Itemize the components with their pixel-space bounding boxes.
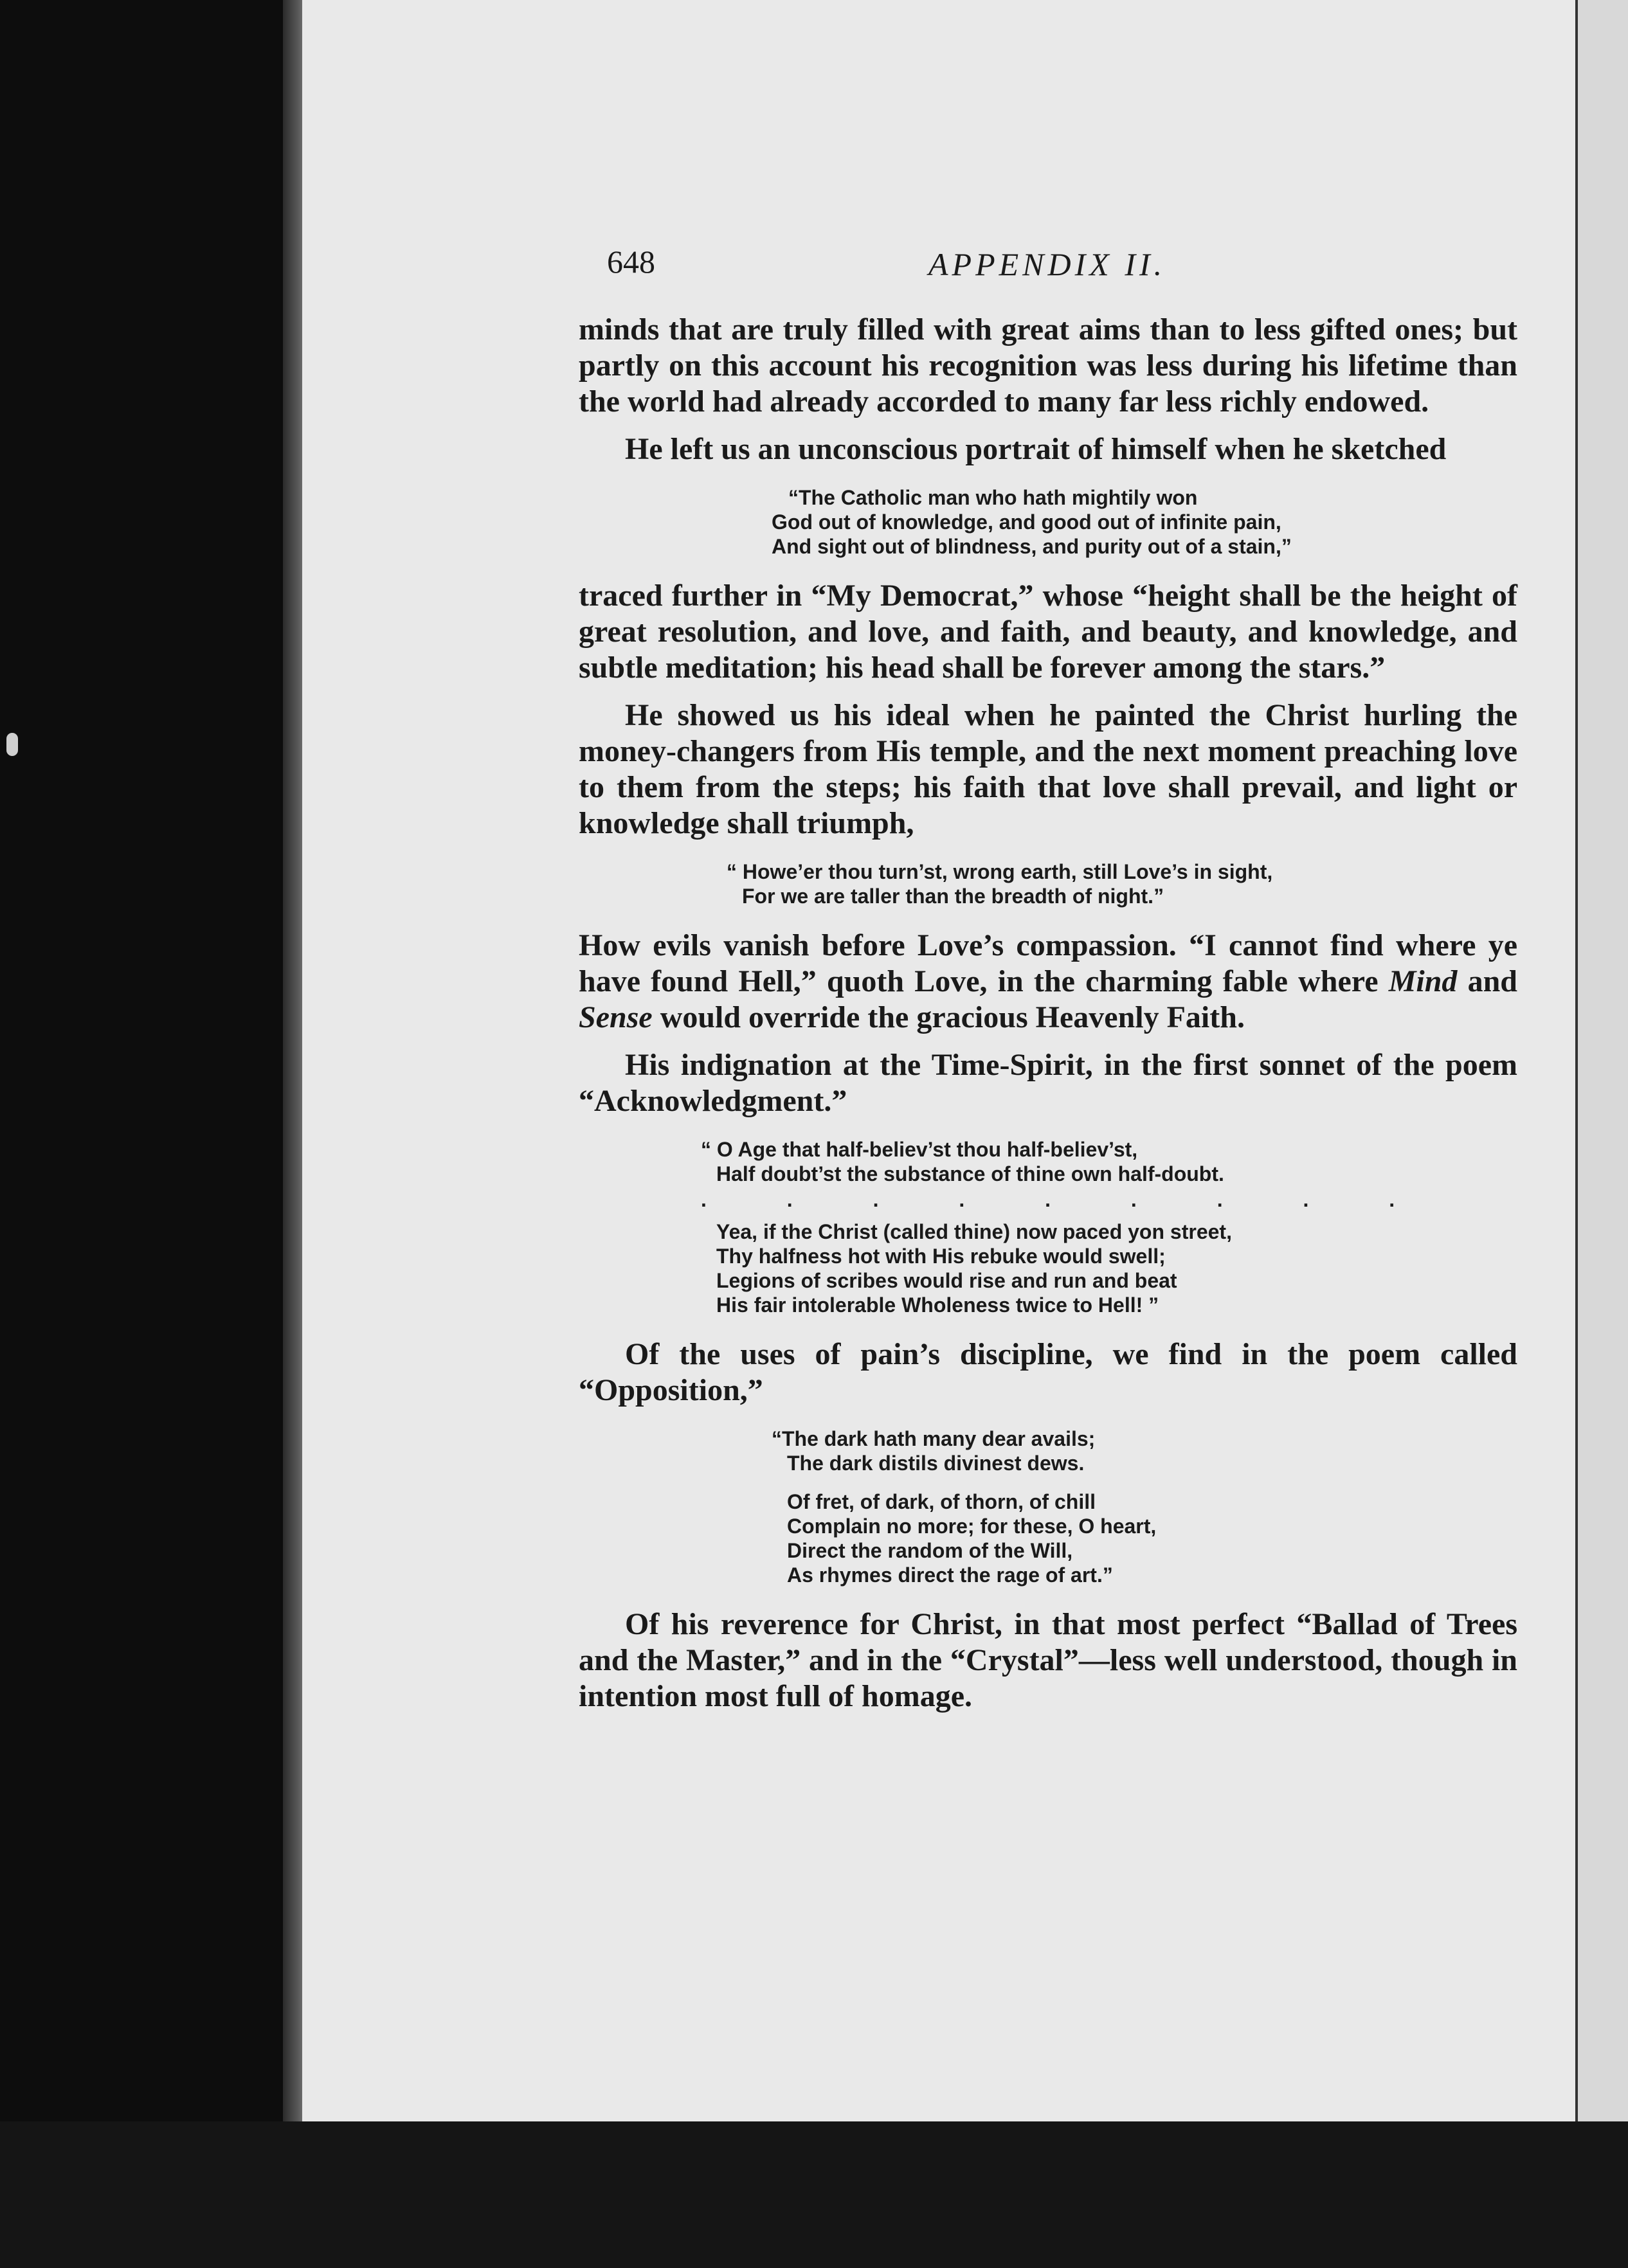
- verse-line: As rhymes direct the rage of art.”: [787, 1563, 1113, 1587]
- verse-line: Direct the random of the Will,: [787, 1539, 1073, 1562]
- verse-quotation: [772, 485, 1517, 559]
- emphasis-sense: Sense: [579, 1000, 653, 1034]
- page-number: 648: [607, 244, 655, 280]
- paragraph-text: and: [1457, 964, 1517, 998]
- paragraph: He left us an unconscious portrait of himself when he sketched: [625, 432, 1447, 466]
- scan-bottom-background: [0, 2121, 1628, 2268]
- verse-line: His fair intolerable Wholeness twice to Hell! ”: [716, 1293, 1159, 1317]
- paragraph: He showed us his ideal when he painted the Christ hurling the money-changers from His temple, and the next moment preaching love to them from the steps; his faith that love shall prevail, and light or knowledge shall triumph,: [579, 698, 1517, 840]
- emphasis-mind: Mind: [1388, 964, 1458, 998]
- verse-line: Complain no more; for these, O heart,: [787, 1515, 1157, 1538]
- paragraph: Of the uses of pain’s discipline, we find in the poem called “Opposition,”: [579, 1337, 1517, 1407]
- verse-quotation: [772, 1426, 1517, 1587]
- verse-line: God out of knowledge, and good out of infinite pain,: [772, 510, 1281, 534]
- paragraph: traced further in “My Democrat,” whose “height shall be the height of great resolution, and love, and faith, and beauty, and knowledge, and subtle meditation; his head shall be forever among the stars.”: [579, 579, 1517, 685]
- paragraph: Of his reverence for Christ, in that most perfect “Ballad of Trees and the Master,” and in the “Crystal”—less well understood, though in intention most full of homage.: [579, 1607, 1517, 1713]
- verse-line: For we are taller than the breadth of night.”: [742, 885, 1164, 908]
- verse-line: Half doubt’st the substance of thine own half-doubt.: [716, 1162, 1224, 1185]
- paragraph: His indignation at the Time-Spirit, in the first sonnet of the poem “Acknowledgment.”: [579, 1048, 1517, 1118]
- next-page-edge: [1575, 0, 1628, 2121]
- verse-line: “The Catholic man who hath mightily won: [788, 486, 1198, 509]
- scan-dark-background: [0, 0, 302, 2268]
- page-body: [579, 312, 1517, 1726]
- verse-quotation: [727, 860, 1517, 908]
- running-head: APPENDIX II.: [928, 246, 1166, 282]
- paragraph-text: How evils vanish before Love’s compassion. “I cannot find where ye have found Hell,” quoth Love, in the charming fable where: [579, 928, 1517, 998]
- scan-speck: [6, 733, 18, 756]
- verse-line: “ Howe’er thou turn’st, wrong earth, still Love’s in sight,: [727, 860, 1273, 883]
- ellipsis-dots: . . . . . . . . .: [701, 1188, 1433, 1211]
- page-header: [607, 243, 1533, 294]
- verse-line: “ O Age that half-believ’st thou half-believ’st,: [701, 1138, 1138, 1161]
- verse-line: “The dark hath many dear avails;: [772, 1427, 1096, 1450]
- paragraph: minds that are truly filled with great aims than to less gifted ones; but partly on this account his recognition was less during his lifetime than the world had already accorded to many far less richly endowed.: [579, 312, 1517, 419]
- verse-line: And sight out of blindness, and purity out of a stain,”: [772, 535, 1292, 558]
- paragraph-text: would override the gracious Heavenly Faith.: [652, 1000, 1245, 1034]
- paragraph: [579, 928, 1517, 1036]
- verse-line: Thy halfness hot with His rebuke would swell;: [716, 1245, 1166, 1268]
- verse-line: Legions of scribes would rise and run and beat: [716, 1269, 1177, 1292]
- verse-quotation: [701, 1137, 1517, 1317]
- verse-line: The dark distils divinest dews.: [787, 1452, 1085, 1475]
- stanza-gap: [772, 1475, 1517, 1490]
- verse-line: Of fret, of dark, of thorn, of chill: [787, 1490, 1096, 1513]
- verse-line: Yea, if the Christ (called thine) now paced yon street,: [716, 1220, 1232, 1243]
